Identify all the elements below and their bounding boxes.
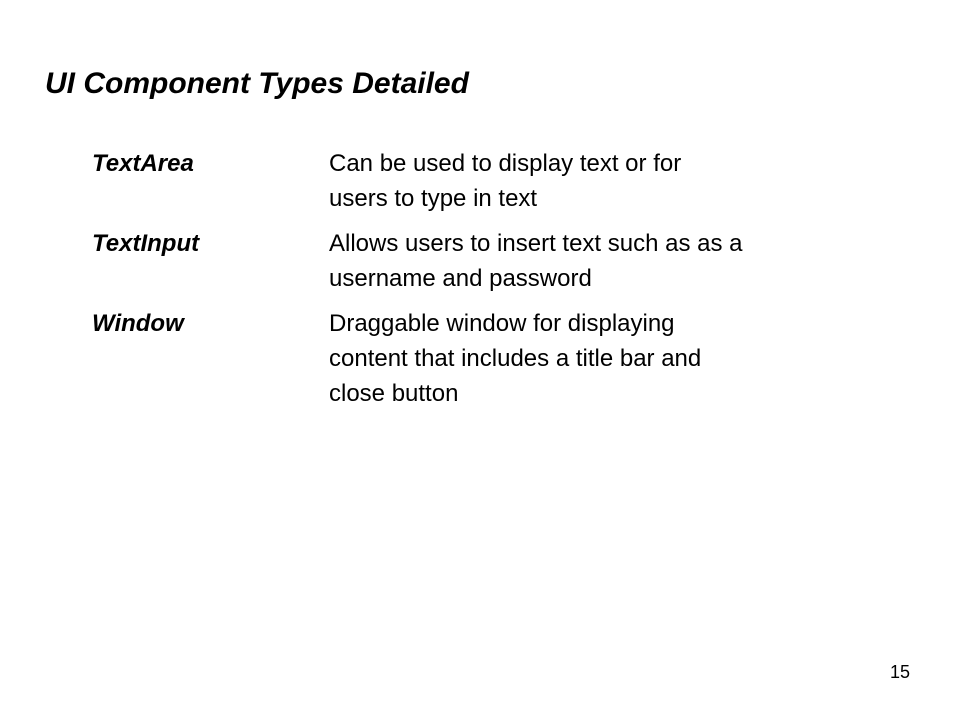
page-number: 15 bbox=[889, 662, 910, 682]
term-label: Window bbox=[92, 310, 184, 337]
definition-line: content that includes a title bar and bbox=[329, 345, 702, 372]
term-row-textinput bbox=[92, 226, 912, 296]
term-row-textarea bbox=[92, 146, 912, 216]
term-definition bbox=[329, 306, 912, 411]
definition-line: users to type in text bbox=[329, 185, 538, 212]
term-definition bbox=[329, 146, 912, 216]
slide-title: UI Component Types Detailed bbox=[45, 67, 469, 100]
term-definition bbox=[329, 226, 912, 296]
term-definition-list bbox=[92, 146, 912, 421]
term-row-window bbox=[92, 306, 912, 411]
definition-line: Draggable window for displaying bbox=[329, 310, 675, 337]
definition-line: username and password bbox=[329, 265, 592, 292]
definition-line: Allows users to insert text such as as a bbox=[329, 230, 743, 257]
definition-line: Can be used to display text or for bbox=[329, 150, 682, 177]
definition-line: close button bbox=[329, 380, 459, 407]
term-label: TextInput bbox=[92, 230, 200, 257]
term-label: TextArea bbox=[92, 150, 194, 177]
